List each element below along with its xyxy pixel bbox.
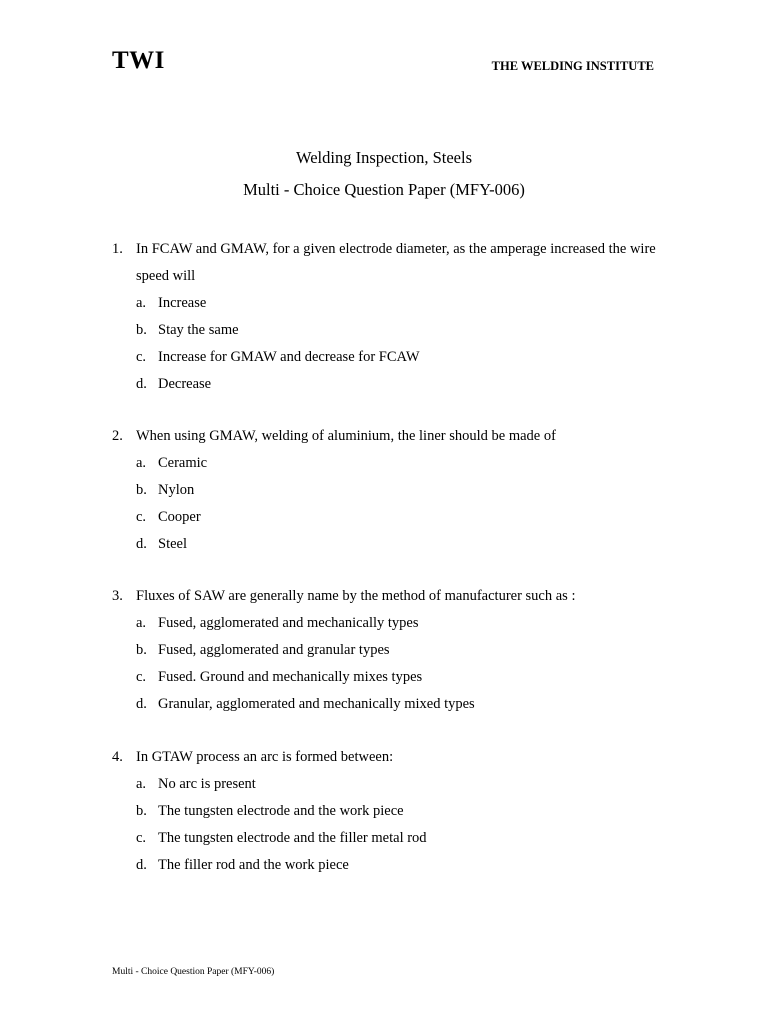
option-text: The tungsten electrode and the work piece	[158, 803, 404, 819]
option-letter: d.	[136, 857, 147, 873]
option-text: Ceramic	[158, 455, 208, 471]
answer-option	[112, 825, 662, 852]
option-text: Steel	[158, 536, 187, 552]
option-letter: b.	[136, 803, 147, 819]
answer-option	[112, 477, 662, 504]
question-number: 3.	[112, 588, 123, 604]
option-text: Fused. Ground and mechanically mixes types	[158, 669, 423, 685]
option-text: Stay the same	[158, 322, 239, 338]
option-letter: b.	[136, 642, 147, 658]
question-stem: In FCAW and GMAW, for a given electrode diameter, as the amperage increased the wire speed will	[136, 241, 656, 284]
question-number: 4.	[112, 749, 123, 765]
option-letter: c.	[136, 830, 147, 846]
option-letter: c.	[136, 669, 147, 685]
answer-option	[112, 317, 662, 344]
question-stem: Fluxes of SAW are generally name by the method of manufacturer such as :	[136, 588, 576, 604]
answer-option	[112, 771, 662, 798]
answer-option	[112, 450, 662, 477]
question-text	[112, 236, 662, 290]
option-letter: d.	[136, 696, 147, 712]
answer-option	[112, 664, 662, 691]
question-4	[112, 744, 662, 879]
answer-option	[112, 504, 662, 531]
question-stem: In GTAW process an arc is formed between:	[136, 749, 394, 765]
option-letter: d.	[136, 376, 147, 392]
option-text: The tungsten electrode and the filler metal rod	[158, 830, 427, 846]
answer-option	[112, 531, 662, 558]
question-1	[112, 236, 662, 398]
option-text: Increase for GMAW and decrease for FCAW	[158, 349, 420, 365]
option-text: Increase	[158, 295, 207, 311]
question-text	[112, 744, 662, 771]
option-letter: c.	[136, 349, 147, 365]
option-letter: b.	[136, 322, 147, 338]
option-text: Nylon	[158, 482, 195, 498]
page-footer: Multi - Choice Question Paper (MFY-006)	[112, 967, 275, 977]
option-text: Decrease	[158, 376, 212, 392]
question-number: 1.	[112, 241, 123, 257]
answer-option	[112, 344, 662, 371]
question-number: 2.	[112, 428, 123, 444]
question-text	[112, 583, 662, 610]
option-letter: a.	[136, 295, 147, 311]
answer-option	[112, 798, 662, 825]
option-text: No arc is present	[158, 776, 256, 792]
answer-option	[112, 691, 662, 718]
option-text: Cooper	[158, 509, 201, 525]
question-text	[112, 423, 662, 450]
option-letter: a.	[136, 455, 147, 471]
option-text: The filler rod and the work piece	[158, 857, 349, 873]
option-letter: a.	[136, 615, 147, 631]
option-letter: b.	[136, 482, 147, 498]
document-subtitle: Multi - Choice Question Paper (MFY-006)	[243, 180, 525, 199]
logo: TWI	[112, 47, 165, 74]
answer-option	[112, 290, 662, 317]
document-title: Welding Inspection, Steels	[295, 148, 472, 167]
question-3	[112, 583, 662, 718]
option-letter: a.	[136, 776, 147, 792]
answer-option	[112, 610, 662, 637]
question-2	[112, 423, 662, 558]
question-stem: When using GMAW, welding of aluminium, the liner should be made of	[136, 428, 556, 444]
option-letter: c.	[136, 509, 147, 525]
answer-option	[112, 852, 662, 879]
institute-name: THE WELDING INSTITUTE	[491, 59, 654, 73]
option-text: Fused, agglomerated and mechanically types	[158, 615, 419, 631]
option-text: Granular, agglomerated and mechanically mixed types	[158, 696, 475, 712]
option-letter: d.	[136, 536, 147, 552]
option-text: Fused, agglomerated and granular types	[158, 642, 390, 658]
answer-option	[112, 637, 662, 664]
answer-option	[112, 371, 662, 398]
